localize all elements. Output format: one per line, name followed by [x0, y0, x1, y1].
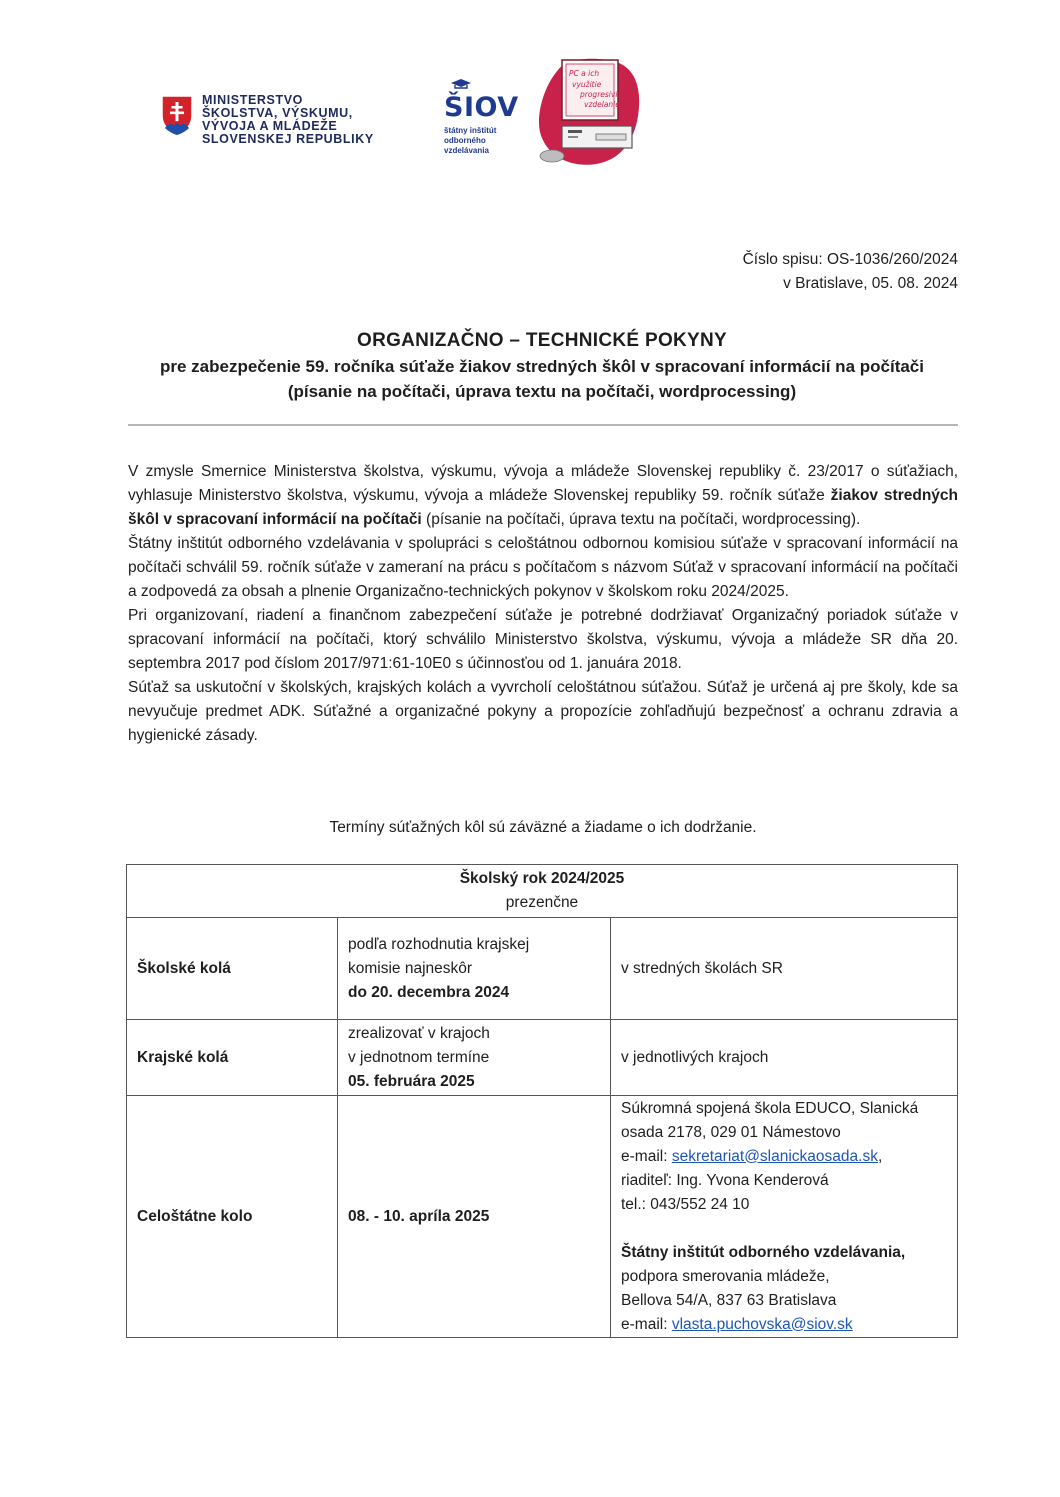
- date-deadline: do 20. decembra 2024: [348, 983, 510, 1001]
- table-header-row: [127, 865, 958, 918]
- paragraph-text: (písanie na počítači, úprava textu na počítači, wordprocessing).: [421, 511, 861, 528]
- title-main: ORGANIZAČNO – TECHNICKÉ POKYNY: [356, 330, 728, 351]
- round-date: 08. - 10. apríla 2025: [338, 1096, 611, 1338]
- date-line: komisie najneskôr: [348, 959, 473, 977]
- siov-title: ŠIOV: [444, 92, 519, 123]
- date-line: zrealizovať v krajoch: [348, 1024, 490, 1042]
- document-title: [100, 328, 984, 404]
- organizer-line: podpora smerovania mládeže,: [621, 1267, 830, 1285]
- venue-director: riaditeľ: Ing. Yvona Kenderová: [621, 1171, 829, 1189]
- ministry-line: VÝVOJA A MLÁDEŽE: [202, 119, 338, 133]
- title-subtitle: pre zabezpečenie 59. ročníka súťaže žiakov stredných škôl v spracovaní informácií na počítači: [159, 357, 924, 376]
- table-row: [127, 1096, 958, 1338]
- punctuation: ,: [877, 1147, 883, 1165]
- pc-logo-text: PC a ich: [569, 69, 600, 78]
- ministry-name: [202, 94, 374, 146]
- siov-logo: [444, 76, 524, 156]
- siov-sub-line: odborného: [444, 136, 486, 145]
- ministry-line: SLOVENSKEJ REPUBLIKY: [202, 132, 374, 146]
- paragraph-text: V zmysle Smernice Ministerstva školstva, výskumu, vývoja a mládeže Slovenskej republiky č. 23/2017 o súťažiach, vyhlasuje Ministerstvo školstva, výskumu, vývoja a mládeže Slovenskej republiky 59. ročník súťaže: [128, 463, 958, 504]
- venue-email-link[interactable]: sekretariat@slanickaosada.sk: [671, 1147, 878, 1165]
- table-header: [127, 865, 958, 918]
- slovak-coat-of-arms-icon: [160, 94, 194, 136]
- table-row: [127, 1020, 958, 1096]
- attendance-mode: prezenčne: [505, 894, 579, 911]
- round-name: Školské kolá: [127, 918, 338, 1020]
- siov-subtitle: [444, 126, 524, 156]
- title-divider: [128, 424, 958, 426]
- graduation-cap-icon: [450, 79, 472, 89]
- paragraph: Súťaž sa uskutoční v školských, krajských kolách a vyvrcholí celoštátnou súťažou. Súťaž je určená aj pre školy, kde sa nevyučuje predmet ADK. Súťažné a organizačné pokyny a propozície zohľadňujú bezpečnosť a ochranu zdravia a hygienické zásady.: [128, 679, 958, 744]
- organizer-name: Štátny inštitút odborného vzdelávania,: [621, 1243, 906, 1261]
- date-deadline: 05. februára 2025: [348, 1072, 475, 1090]
- pc-logo-text: progresivi: [580, 90, 618, 99]
- round-date: [338, 1020, 611, 1096]
- round-date: [338, 918, 611, 1020]
- ministry-line: ŠKOLSTVA, VÝSKUMU,: [202, 106, 353, 120]
- organizer-email-link[interactable]: vlasta.puchovska@siov.sk: [671, 1315, 853, 1333]
- table-row: [127, 918, 958, 1020]
- paragraph: Pri organizovaní, riadení a finančnom zabezpečení súťaže je potrebné dodržiavať Organizačný poriadok súťaže v spracovaní informácií na počítači, ktorý schválilo Ministerstvo školstva, výskumu, vývoja a mládeže SR dňa 20. septembra 2017 pod číslom 2017/971:61-10E0 s účinnosťou od 1. januára 2018.: [128, 607, 958, 672]
- organizer-email-line: [621, 1313, 947, 1337]
- email-label: e-mail:: [621, 1147, 672, 1165]
- venue-line: osada 2178, 029 01 Námestovo: [621, 1123, 841, 1141]
- schedule-table: [126, 864, 958, 1338]
- computer-competition-logo-icon: [536, 56, 642, 168]
- school-year: Školský rok 2024/2025: [459, 870, 625, 887]
- document-body: [128, 460, 958, 748]
- paragraph-bold: žiakov stredných škôl v spracovaní informácií na počítači: [128, 487, 958, 528]
- venue-phone: tel.: 043/552 24 10: [621, 1195, 750, 1213]
- ministry-line: MINISTERSTVO: [202, 93, 303, 107]
- document-meta: [743, 248, 958, 296]
- deadline-note: Termíny súťažných kôl sú záväzné a žiadame o ich dodržanie.: [329, 819, 757, 836]
- round-name: Krajské kolá: [127, 1020, 338, 1096]
- pc-logo-text: využitie: [572, 80, 602, 89]
- organizer-line: Bellova 54/A, 837 63 Bratislava: [621, 1291, 837, 1309]
- ministry-logo: [160, 94, 374, 146]
- round-location: v jednotlivých krajoch: [611, 1020, 958, 1096]
- venue-line: Súkromná spojená škola EDUCO, Slanická: [621, 1099, 919, 1117]
- round-name: Celoštátne kolo: [127, 1096, 338, 1338]
- date-line: v jednotnom termíne: [348, 1048, 490, 1066]
- siov-sub-line: štátny inštitút: [444, 126, 497, 135]
- paragraph: Štátny inštitút odborného vzdelávania v spolupráci s celoštátnou odbornou komisiou súťaže v spracovaní informácií na počítači schválil 59. ročník súťaže v zameraní na prácu s počítačom s názvom Súťaž v spracovaní informácií na počítači a zodpovedá za obsah a plnenie Organizačno-technických pokynov v školskom roku 2024/2025.: [128, 535, 958, 600]
- venue-email-line: [621, 1145, 947, 1169]
- file-number: Číslo spisu: OS-1036/260/2024: [742, 251, 958, 268]
- title-subtitle-2: (písanie na počítači, úprava textu na počítači, wordprocessing): [287, 382, 797, 401]
- round-location: [611, 1096, 958, 1338]
- paragraph: [128, 460, 958, 532]
- email-label: e-mail:: [621, 1315, 672, 1333]
- place-date: v Bratislave, 05. 08. 2024: [783, 275, 958, 292]
- round-location: v stredných školách SR: [611, 918, 958, 1020]
- pc-logo-text: vzdelanie: [584, 100, 620, 109]
- siov-sub-line: vzdelávania: [444, 146, 489, 155]
- date-line: podľa rozhodnutia krajskej: [348, 935, 530, 953]
